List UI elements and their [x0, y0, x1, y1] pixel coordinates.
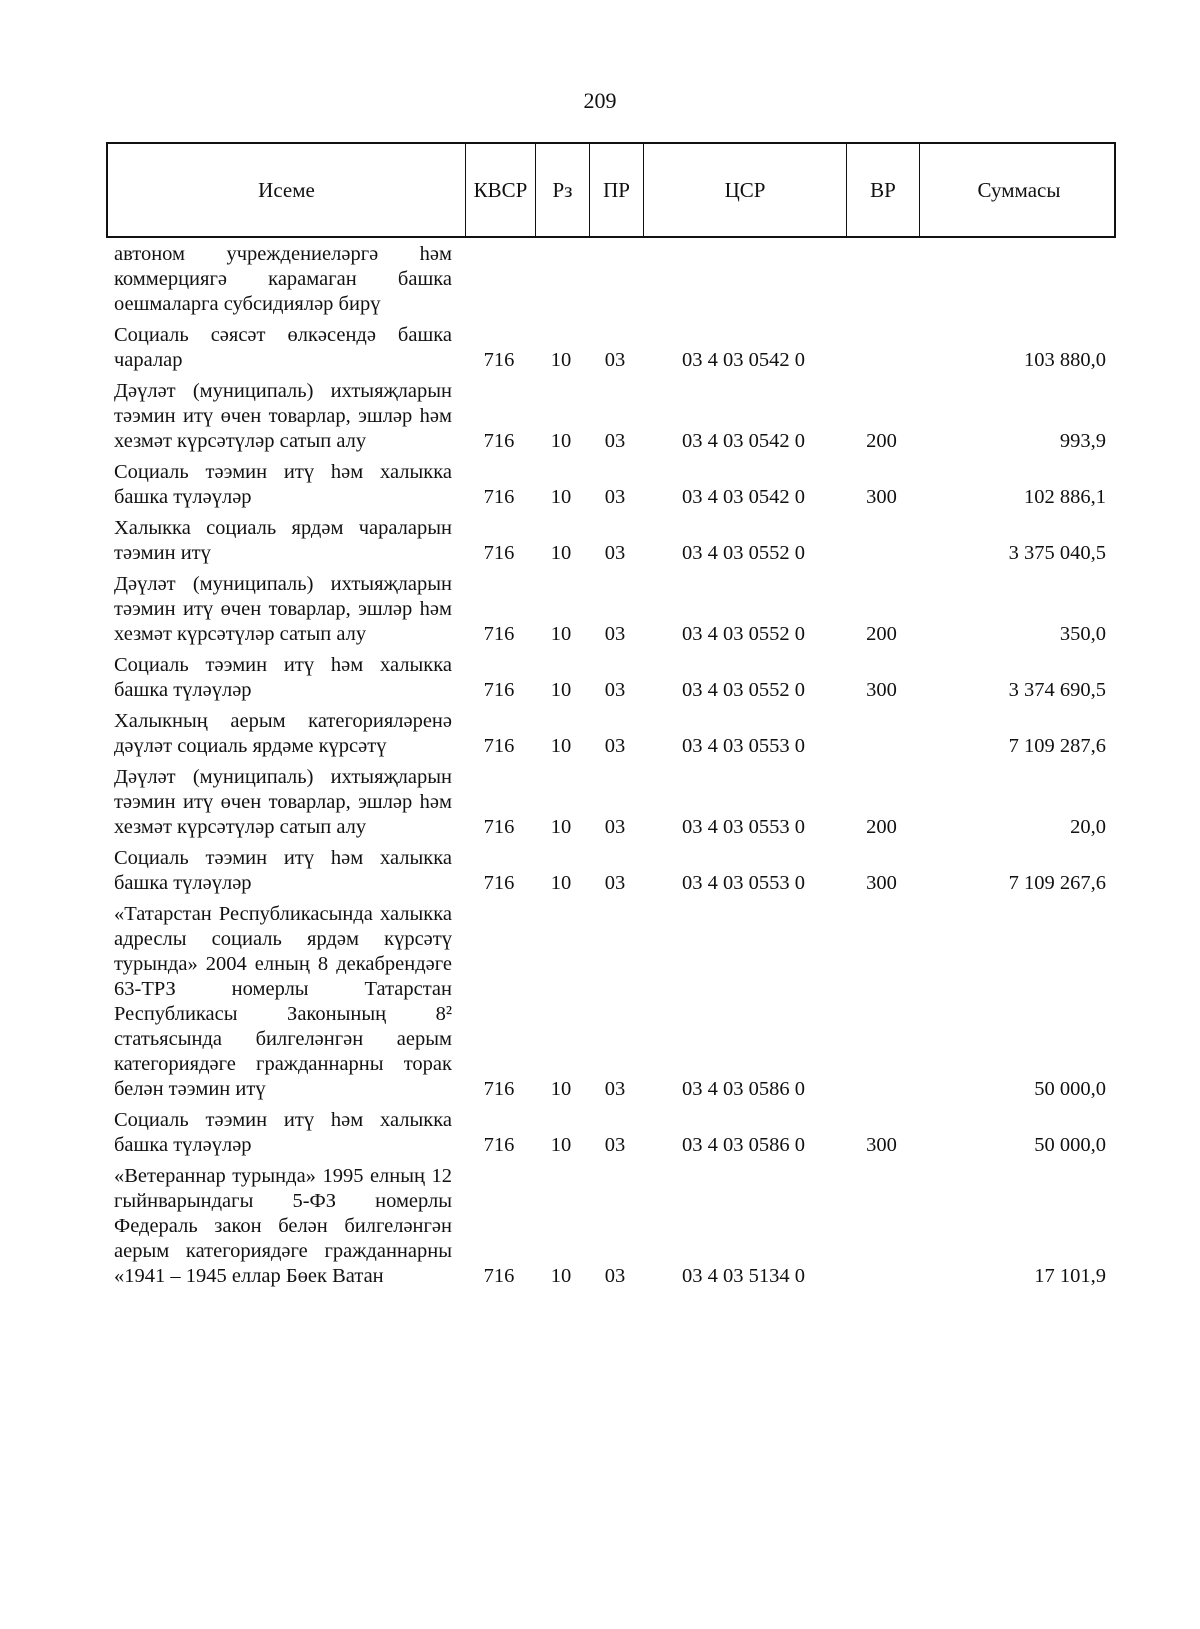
row-csr: 03 4 03 0542 0 [682, 430, 805, 452]
row-sum: 350,0 [1059, 623, 1106, 645]
row-sum: 3 375 040,5 [1008, 542, 1106, 564]
row-sum: 50 000,0 [1034, 1134, 1106, 1156]
row-sum: 17 101,9 [1034, 1265, 1106, 1287]
table-row [106, 460, 1116, 510]
row-sum: 20,0 [1070, 816, 1106, 838]
row-vr: 300 [866, 1134, 897, 1156]
row-vr: 200 [866, 430, 897, 452]
row-vr: 200 [866, 623, 897, 645]
row-csr: 03 4 03 0542 0 [682, 486, 805, 508]
row-pr: 03 [604, 349, 626, 371]
table-row [106, 765, 1116, 840]
row-rz: 10 [550, 623, 572, 645]
table-row [106, 1108, 1116, 1158]
row-vr: 300 [866, 486, 897, 508]
table-row [106, 1164, 1116, 1289]
row-kvsr: 716 [483, 486, 515, 508]
row-name: Социаль сәясәт өлкәсендә башка чаралар [114, 324, 452, 371]
header-kvsr: КВСР [466, 144, 536, 236]
table-row [106, 323, 1116, 373]
header-sum: Суммасы [977, 177, 1061, 202]
table-row [106, 846, 1116, 896]
row-kvsr: 716 [483, 1134, 515, 1156]
row-csr: 03 4 03 0552 0 [682, 623, 805, 645]
row-name: автоном учреждениеләргә һәм коммерциягә карамаган башка оешмаларга субсидияләр бирү [114, 243, 452, 315]
header-csr: ЦСР [644, 144, 847, 236]
row-vr: 300 [866, 679, 897, 701]
row-pr: 03 [604, 816, 626, 838]
budget-table [106, 142, 1116, 1295]
row-kvsr: 716 [483, 542, 515, 564]
row-csr: 03 4 03 5134 0 [682, 1265, 805, 1287]
row-rz: 10 [550, 1265, 572, 1287]
table-row [106, 902, 1116, 1102]
row-name: Дәүләт (муниципаль) ихтыяҗларын тәэмин итү өчен товарлар, эшләр һәм хезмәт күрсәтүләр сатып алу [114, 380, 452, 452]
row-pr: 03 [604, 623, 626, 645]
header-name: Исеме [108, 144, 466, 236]
table-row [106, 379, 1116, 454]
row-csr: 03 4 03 0586 0 [682, 1134, 805, 1156]
table-row [106, 653, 1116, 703]
page-number: 209 [583, 88, 617, 113]
row-name: Халыкка социаль ярдәм чараларын тәэмин итү [114, 517, 452, 564]
row-vr: 300 [866, 872, 897, 894]
row-name: Халыкның аерым категорияләренә дәүләт социаль ярдәме күрсәтү [114, 710, 452, 757]
row-pr: 03 [604, 430, 626, 452]
row-name: Социаль тәэмин итү һәм халыкка башка түләүләр [114, 1109, 452, 1156]
row-pr: 03 [604, 1134, 626, 1156]
table-body [106, 242, 1116, 1289]
row-sum: 3 374 690,5 [1008, 679, 1106, 701]
row-kvsr: 716 [483, 679, 515, 701]
row-csr: 03 4 03 0552 0 [682, 542, 805, 564]
table-row [106, 242, 1116, 317]
row-name: Социаль тәэмин итү һәм халыкка башка түләүләр [114, 847, 452, 894]
row-rz: 10 [550, 1134, 572, 1156]
row-rz: 10 [550, 679, 572, 701]
row-pr: 03 [604, 1078, 626, 1100]
row-kvsr: 716 [483, 735, 515, 757]
row-sum: 50 000,0 [1034, 1078, 1106, 1100]
row-csr: 03 4 03 0553 0 [682, 872, 805, 894]
row-name: «Татарстан Республикасында халыкка адреслы социаль ярдәм күрсәтү турында» 2004 елның 8 декабрендәге 63-ТРЗ номерлы Татарстан Республикасы Законының 8² статьясында билгеләнгән аерым категориядәге гражданнарны торак белән тәэмин итү [114, 903, 452, 1100]
row-rz: 10 [550, 735, 572, 757]
row-kvsr: 716 [483, 872, 515, 894]
row-sum: 993,9 [1059, 430, 1106, 452]
header-vr: ВР [847, 144, 920, 236]
row-pr: 03 [604, 486, 626, 508]
row-kvsr: 716 [483, 816, 515, 838]
header-rz: Рз [536, 144, 590, 236]
row-rz: 10 [550, 1078, 572, 1100]
row-name: Социаль тәэмин итү һәм халыкка башка түләүләр [114, 461, 452, 508]
row-kvsr: 716 [483, 1265, 515, 1287]
row-rz: 10 [550, 430, 572, 452]
row-csr: 03 4 03 0542 0 [682, 349, 805, 371]
row-pr: 03 [604, 735, 626, 757]
row-rz: 10 [550, 872, 572, 894]
row-kvsr: 716 [483, 349, 515, 371]
row-pr: 03 [604, 542, 626, 564]
header-pr: ПР [590, 144, 644, 236]
row-rz: 10 [550, 349, 572, 371]
row-name: Дәүләт (муниципаль) ихтыяҗларын тәэмин итү өчен товарлар, эшләр һәм хезмәт күрсәтүләр сатып алу [114, 766, 452, 838]
table-row [106, 572, 1116, 647]
row-pr: 03 [604, 872, 626, 894]
row-name: Дәүләт (муниципаль) ихтыяҗларын тәэмин итү өчен товарлар, эшләр һәм хезмәт күрсәтүләр сатып алу [114, 573, 452, 645]
row-sum: 7 109 287,6 [1008, 735, 1106, 757]
table-header [106, 142, 1116, 238]
row-pr: 03 [604, 679, 626, 701]
row-name: «Ветераннар турында» 1995 елның 12 гыйнварындагы 5-ФЗ номерлы Федераль закон белән билгеләнгән аерым категориядәге гражданнарны «1941 – 1945 еллар Бөек Ватан [114, 1165, 452, 1287]
row-kvsr: 716 [483, 430, 515, 452]
row-vr: 200 [866, 816, 897, 838]
row-kvsr: 716 [483, 1078, 515, 1100]
row-csr: 03 4 03 0553 0 [682, 816, 805, 838]
row-rz: 10 [550, 486, 572, 508]
row-sum: 7 109 267,6 [1008, 872, 1106, 894]
row-rz: 10 [550, 816, 572, 838]
row-sum: 103 880,0 [1024, 349, 1106, 371]
row-csr: 03 4 03 0552 0 [682, 679, 805, 701]
row-name: Социаль тәэмин итү һәм халыкка башка түләүләр [114, 654, 452, 701]
row-pr: 03 [604, 1265, 626, 1287]
row-kvsr: 716 [483, 623, 515, 645]
table-row [106, 516, 1116, 566]
row-csr: 03 4 03 0586 0 [682, 1078, 805, 1100]
row-csr: 03 4 03 0553 0 [682, 735, 805, 757]
table-row [106, 709, 1116, 759]
row-rz: 10 [550, 542, 572, 564]
row-sum: 102 886,1 [1024, 486, 1106, 508]
